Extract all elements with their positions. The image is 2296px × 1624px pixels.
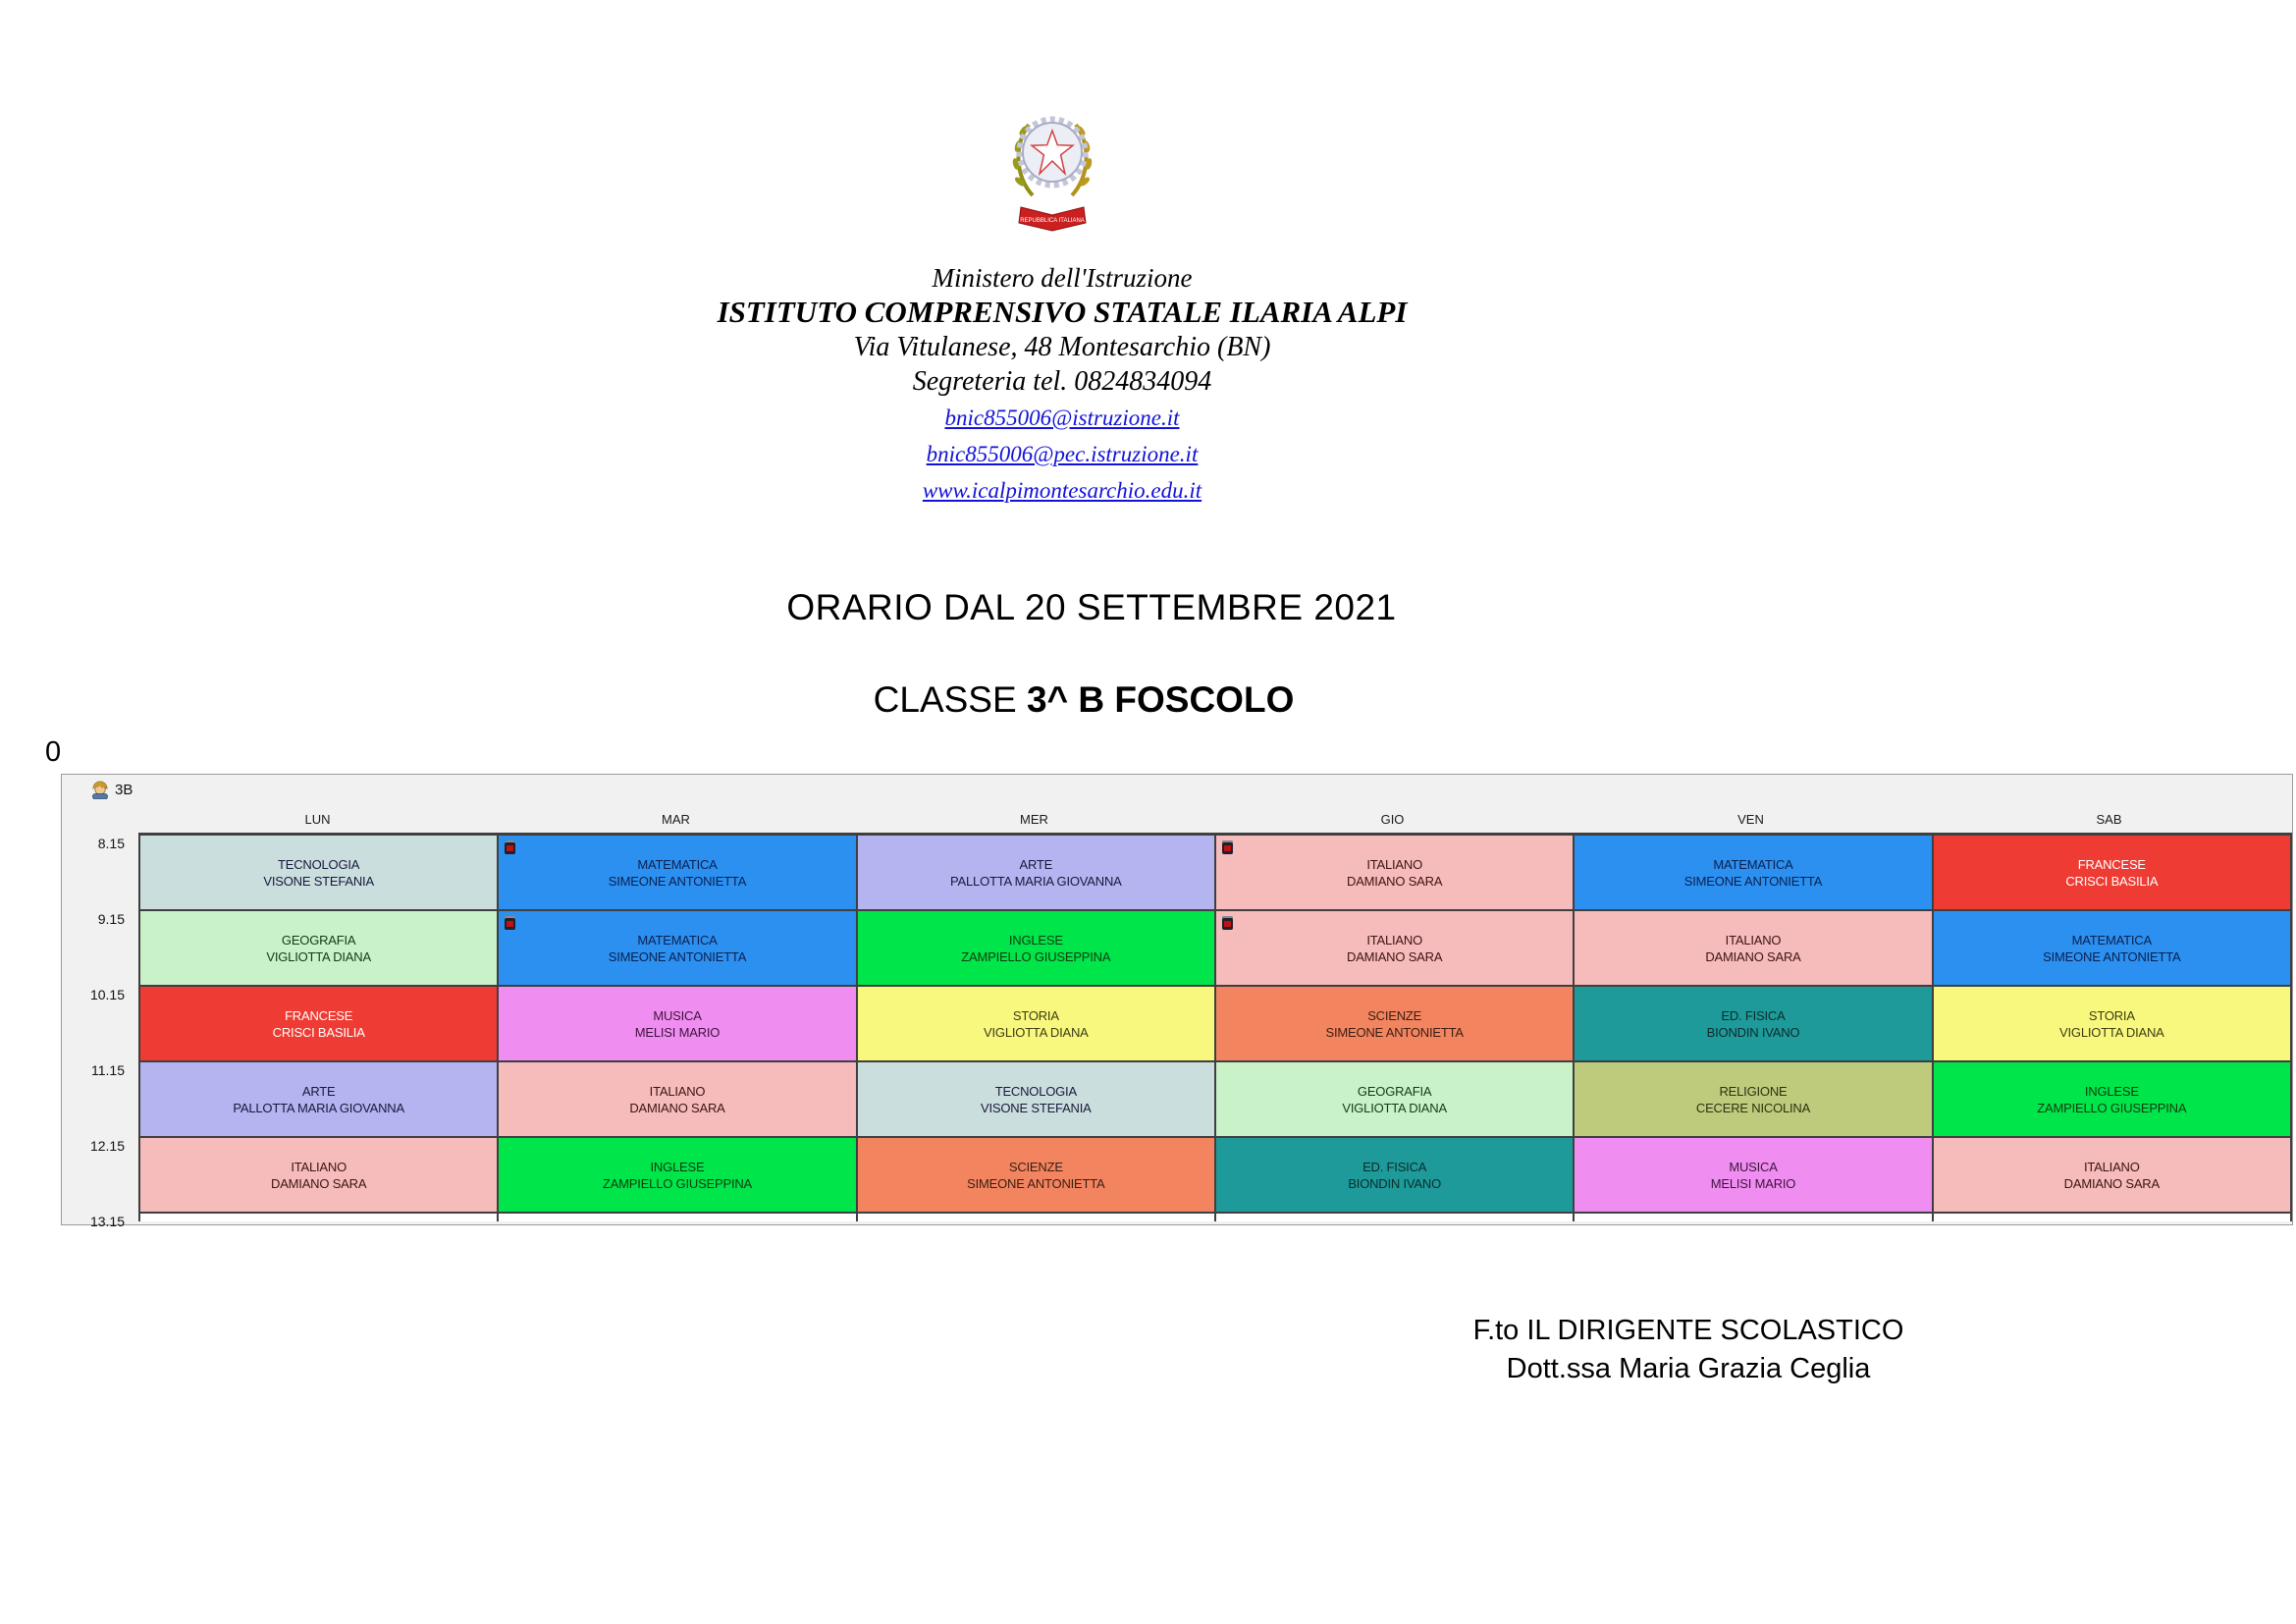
time-label-9.15: 9.15: [97, 911, 125, 927]
day-header-lun: LUN: [304, 812, 331, 827]
timetable-cell-mar-10.15: [499, 987, 855, 1060]
class-tab: [89, 778, 133, 801]
cell-teacher: SIMEONE ANTONIETTA: [2043, 948, 2181, 964]
cell-subject: MATEMATICA: [1713, 856, 1793, 872]
ministry-line: Ministero dell'Istruzione: [932, 263, 1193, 293]
cell-teacher: MELISI MARIO: [634, 1024, 721, 1040]
timetable-stub-cell: [1934, 1214, 2290, 1221]
cell-subject: ARTE: [301, 1083, 336, 1099]
timetable-cell-lun-11.15: [140, 1062, 497, 1136]
cell-subject: TECNOLOGIA: [994, 1083, 1077, 1099]
cell-teacher: ZAMPIELLO GIUSEPPINA: [961, 948, 1111, 964]
cell-subject: FRANCESE: [2077, 856, 2146, 872]
timetable-cell-mar-9.15: [499, 911, 855, 985]
cell-subject: STORIA: [1012, 1007, 1059, 1023]
schedule-title: ORARIO DAL 20 SETTEMBRE 2021: [786, 587, 1397, 627]
cell-subject: ITALIANO: [649, 1083, 706, 1099]
class-title: [0, 679, 2167, 721]
day-header-mer: MER: [1020, 812, 1048, 827]
timetable-cell-sab-10.15: [1934, 987, 2290, 1060]
email-link[interactable]: bnic855006@istruzione.it: [944, 406, 1180, 430]
timetable-cell-lun-10.15: [140, 987, 497, 1060]
timetable-cell-gio-12.15: [1216, 1138, 1573, 1212]
class-title-name: 3^ B FOSCOLO: [1026, 679, 1295, 720]
cell-subject: GEOGRAFIA: [281, 932, 356, 947]
class-tab-label: 3B: [115, 781, 133, 798]
day-header-ven: VEN: [1737, 812, 1764, 827]
ribbon-text: REPUBBLICA ITALIANA: [1020, 218, 1085, 224]
cell-subject: ED. FISICA: [1721, 1007, 1786, 1023]
time-label-10.15: 10.15: [89, 987, 125, 1002]
cell-teacher: BIONDIN IVANO: [1706, 1024, 1800, 1040]
time-label-13.15: 13.15: [89, 1214, 125, 1229]
day-header-sab: SAB: [2096, 812, 2122, 827]
cell-subject: RELIGIONE: [1719, 1083, 1788, 1099]
cell-subject: ITALIANO: [291, 1159, 347, 1174]
cell-subject: INGLESE: [1008, 932, 1063, 947]
timetable-cell-lun-8.15: [140, 836, 497, 909]
timetable-cell-sab-11.15: [1934, 1062, 2290, 1136]
address-line: Via Vitulanese, 48 Montesarchio (BN): [853, 332, 1271, 362]
cell-subject: FRANCESE: [285, 1007, 353, 1023]
timetable-cell-ven-8.15: [1575, 836, 1931, 909]
timetable-stub-cell: [858, 1214, 1214, 1221]
cell-teacher: VIGLIOTTA DIANA: [984, 1024, 1089, 1040]
timetable-window: [61, 774, 2293, 1229]
cell-subject: INGLESE: [2084, 1083, 2139, 1099]
cell-subject: INGLESE: [650, 1159, 705, 1174]
day-header-row: [138, 812, 2288, 832]
cell-teacher: SIMEONE ANTONIETTA: [608, 948, 747, 964]
day-header-mar: MAR: [662, 812, 690, 827]
cell-subject: MATEMATICA: [637, 856, 718, 872]
timetable-cell-ven-10.15: [1575, 987, 1931, 1060]
phone-line: Segreteria tel. 0824834094: [912, 366, 1212, 397]
timetable-cell-mar-12.15: [499, 1138, 855, 1212]
timetable-cell-gio-8.15: [1216, 836, 1573, 909]
timetable-stub-cell: [1216, 1214, 1573, 1221]
timetable-grid: [138, 833, 2292, 1221]
timetable-cell-mer-8.15: [858, 836, 1214, 909]
time-label-11.15: 11.15: [91, 1062, 125, 1078]
lock-icon: [1222, 840, 1233, 854]
letterhead: [0, 263, 2124, 509]
cell-subject: MUSICA: [1729, 1159, 1778, 1174]
cell-teacher: VISONE STEFANIA: [981, 1100, 1092, 1115]
signature-block: [1394, 1312, 1983, 1388]
cell-subject: ITALIANO: [1366, 856, 1422, 872]
cell-teacher: VIGLIOTTA DIANA: [2059, 1024, 2164, 1040]
italy-emblem-logo: [1003, 101, 1101, 237]
cell-subject: ED. FISICA: [1362, 1159, 1427, 1174]
student-icon: [89, 780, 111, 799]
cell-subject: GEOGRAFIA: [1357, 1083, 1432, 1099]
cell-teacher: VIGLIOTTA DIANA: [266, 948, 371, 964]
timetable-stub-cell: [499, 1214, 855, 1221]
cell-subject: ARTE: [1019, 856, 1053, 872]
institute-name: ISTITUTO COMPRENSIVO STATALE ILARIA ALPI: [717, 295, 1408, 329]
signature-name: Dott.ssa Maria Grazia Ceglia: [1506, 1353, 1871, 1384]
timetable-cell-mer-11.15: [858, 1062, 1214, 1136]
lock-icon: [505, 916, 515, 930]
cell-subject: ITALIANO: [1725, 932, 1782, 947]
timetable-cell-mar-11.15: [499, 1062, 855, 1136]
cell-teacher: MELISI MARIO: [1710, 1175, 1796, 1191]
timetable-cell-sab-12.15: [1934, 1138, 2290, 1212]
cell-teacher: SIMEONE ANTONIETTA: [608, 873, 747, 889]
timetable-cell-lun-12.15: [140, 1138, 497, 1212]
timetable-cell-sab-9.15: [1934, 911, 2290, 985]
cell-teacher: CRISCI BASILIA: [2065, 873, 2159, 889]
day-header-gio: GIO: [1380, 812, 1405, 827]
cell-teacher: ZAMPIELLO GIUSEPPINA: [602, 1175, 753, 1191]
cell-teacher: CRISCI BASILIA: [272, 1024, 365, 1040]
cell-teacher: DAMIANO SARA: [2063, 1175, 2160, 1191]
timetable-cell-ven-11.15: [1575, 1062, 1931, 1136]
cell-teacher: DAMIANO SARA: [271, 1175, 367, 1191]
cell-subject: SCIENZE: [1008, 1159, 1063, 1174]
timetable-cell-mer-9.15: [858, 911, 1214, 985]
cell-teacher: DAMIANO SARA: [1347, 873, 1443, 889]
cell-teacher: PALLOTTA MARIA GIOVANNA: [950, 873, 1122, 889]
timetable-cell-ven-9.15: [1575, 911, 1931, 985]
lock-icon: [1222, 916, 1233, 930]
website-link[interactable]: www.icalpimontesarchio.edu.it: [922, 478, 1202, 503]
lock-icon: [505, 840, 515, 854]
cell-teacher: ZAMPIELLO GIUSEPPINA: [2037, 1100, 2187, 1115]
cell-teacher: CECERE NICOLINA: [1695, 1100, 1811, 1115]
cell-teacher: DAMIANO SARA: [629, 1100, 725, 1115]
cell-teacher: VISONE STEFANIA: [263, 873, 374, 889]
cell-teacher: SIMEONE ANTONIETTA: [1683, 873, 1823, 889]
timetable-cell-gio-10.15: [1216, 987, 1573, 1060]
timetable-cell-gio-9.15: [1216, 911, 1573, 985]
cell-teacher: SIMEONE ANTONIETTA: [967, 1175, 1105, 1191]
cell-subject: SCIENZE: [1367, 1007, 1422, 1023]
cell-subject: MATEMATICA: [637, 932, 718, 947]
timetable-cell-ven-12.15: [1575, 1138, 1931, 1212]
timetable-cell-mar-8.15: [499, 836, 855, 909]
signature-role: F.to IL DIRIGENTE SCOLASTICO: [1472, 1315, 1904, 1346]
cell-subject: STORIA: [2088, 1007, 2135, 1023]
timetable-cell-gio-11.15: [1216, 1062, 1573, 1136]
class-title-prefix: CLASSE: [873, 679, 1027, 720]
timetable-cell-sab-8.15: [1934, 836, 2290, 909]
timetable-stub-cell: [140, 1214, 497, 1221]
cell-subject: ITALIANO: [2083, 1159, 2140, 1174]
cell-subject: MUSICA: [653, 1007, 702, 1023]
zero-label: 0: [45, 736, 62, 768]
cell-teacher: SIMEONE ANTONIETTA: [1325, 1024, 1464, 1040]
timetable-cell-mer-12.15: [858, 1138, 1214, 1212]
time-label-12.15: 12.15: [89, 1138, 125, 1154]
cell-teacher: DAMIANO SARA: [1347, 948, 1443, 964]
cell-teacher: DAMIANO SARA: [1705, 948, 1801, 964]
timetable-stub-cell: [1575, 1214, 1931, 1221]
cell-teacher: VIGLIOTTA DIANA: [1342, 1100, 1447, 1115]
pec-email-link[interactable]: bnic855006@pec.istruzione.it: [926, 442, 1199, 466]
cell-teacher: PALLOTTA MARIA GIOVANNA: [233, 1100, 404, 1115]
timetable-cell-mer-10.15: [858, 987, 1214, 1060]
cell-subject: MATEMATICA: [2071, 932, 2152, 947]
cell-subject: ITALIANO: [1366, 932, 1422, 947]
timetable-cell-lun-9.15: [140, 911, 497, 985]
cell-teacher: BIONDIN IVANO: [1348, 1175, 1441, 1191]
time-label-8.15: 8.15: [97, 836, 125, 851]
cell-subject: TECNOLOGIA: [278, 856, 360, 872]
